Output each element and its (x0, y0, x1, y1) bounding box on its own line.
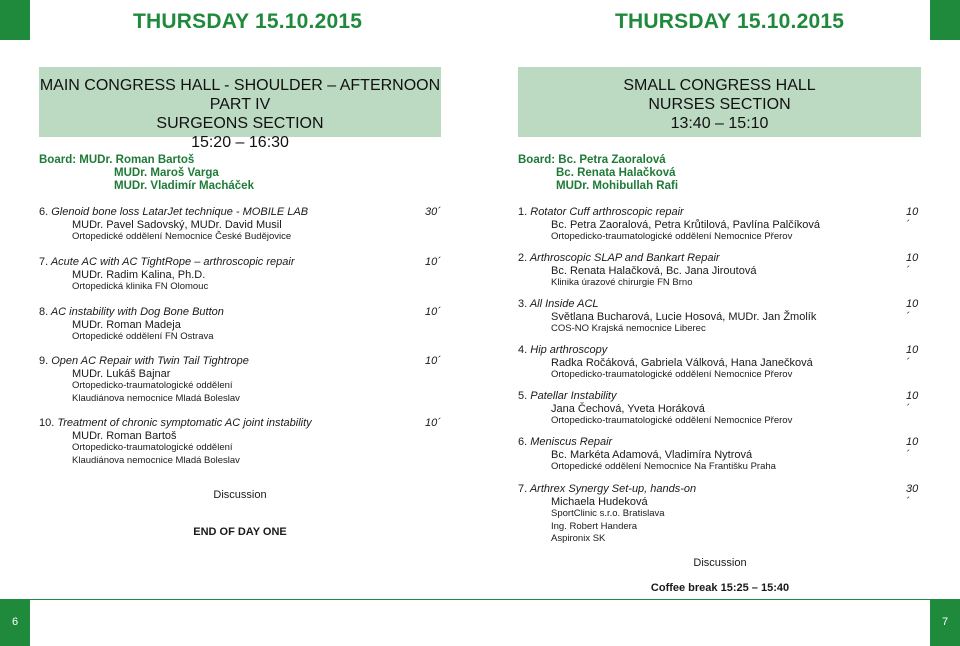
item-speakers: MUDr. Lukáš Bajnar (72, 367, 171, 380)
right-hall-line-2: NURSES SECTION (648, 96, 791, 113)
right-hall-line-1: SMALL CONGRESS HALL (623, 77, 816, 94)
item-affiliation: Ortopedická klinika FN Olomouc (72, 281, 209, 292)
item-speakers: Jana Čechová, Yveta Horáková (551, 402, 705, 415)
item-affiliation: Ortopedické oddělení Nemocnice České Budějovice (72, 231, 292, 242)
item-number: 2. (518, 252, 528, 264)
list-item (518, 344, 921, 390)
item-title: Hip arthroscopy (530, 344, 608, 356)
item-number: 6. (518, 436, 528, 448)
item-speakers: Bc. Markéta Adamová, Vladimíra Nytrová (551, 448, 753, 461)
item-speakers: MUDr. Roman Bartoš (72, 429, 177, 442)
right-board-label: Board: (518, 154, 556, 166)
item-affiliation: Ortopedicko-traumatologické oddělení (72, 442, 233, 453)
item-affiliation: Ortopedické oddělení FN Ostrava (72, 331, 214, 342)
item-affiliation: Aspironix SK (551, 533, 606, 544)
item-duration: 10´ (425, 417, 441, 429)
item-duration: 30´ (906, 483, 919, 508)
right-page-number: 7 (930, 599, 960, 646)
list-item (39, 206, 441, 256)
right-discussion: Discussion (693, 557, 747, 569)
item-duration: 10´ (906, 252, 919, 277)
list-item (39, 306, 441, 355)
item-speakers: MUDr. Roman Madeja (72, 318, 181, 331)
item-title: All Inside ACL (529, 298, 599, 310)
left-discussion: Discussion (213, 489, 267, 501)
item-speakers: Michaela Hudeková (551, 495, 648, 508)
left-program-list (39, 206, 441, 479)
item-title: Rotator Cuff arthroscopic repair (530, 206, 684, 218)
item-number: 10. (39, 417, 55, 429)
left-day-title: THURSDAY 15.10.2015 (133, 10, 363, 33)
item-affiliation: Ortopedicko-traumatologické oddělení Nemocnice Přerov (551, 415, 793, 426)
item-affiliation: Ortopedické oddělení Nemocnice Na Františku Praha (551, 461, 776, 472)
footer-divider (30, 599, 930, 600)
item-title: Meniscus Repair (530, 436, 613, 448)
item-title: Patellar Instability (530, 390, 617, 402)
left-board-member-2: MUDr. Maroš Varga (114, 167, 219, 179)
item-affiliation: Klaudiánova nemocnice Mladá Boleslav (72, 454, 240, 466)
item-number: 4. (518, 344, 528, 356)
item-duration: 10´ (425, 306, 441, 318)
item-number: 7. (518, 483, 528, 495)
item-title: Arthroscopic SLAP and Bankart Repair (529, 252, 720, 264)
item-title: Arthrex Synergy Set-up, hands-on (529, 483, 697, 495)
item-duration: 10´ (906, 298, 919, 323)
list-item (518, 483, 921, 545)
item-duration: 10´ (906, 206, 919, 231)
left-edge-bar (0, 0, 30, 40)
item-affiliation: COS-NO Krajská nemocnice Liberec (551, 323, 706, 334)
left-board-label: Board: (39, 154, 77, 166)
item-duration: 10´ (425, 355, 441, 367)
item-number: 9. (39, 355, 49, 367)
right-hall-box (518, 67, 921, 137)
list-item (518, 206, 921, 252)
right-board (518, 154, 678, 193)
list-item (518, 298, 921, 344)
item-title: AC instability with Dog Bone Button (50, 306, 224, 318)
item-number: 5. (518, 390, 528, 402)
item-affiliation: Ortopedicko-traumatologické oddělení Nemocnice Přerov (551, 369, 793, 380)
left-board-member-1: MUDr. Roman Bartoš (79, 154, 195, 166)
item-number: 3. (518, 298, 528, 310)
item-number: 6. (39, 206, 49, 218)
item-number: 1. (518, 206, 528, 218)
right-day-title: THURSDAY 15.10.2015 (615, 10, 845, 33)
right-end-note: Coffee break 15:25 – 15:40 (650, 582, 790, 594)
item-duration: 10´ (906, 390, 919, 415)
right-board-member-3: MUDr. Mohibullah Rafi (556, 180, 679, 192)
left-hall-line-3: 15:20 – 16:30 (191, 134, 289, 151)
item-affiliation: SportClinic s.r.o. Bratislava (551, 508, 665, 519)
left-board-member-3: MUDr. Vladimír Macháček (114, 180, 254, 192)
right-program-list (518, 206, 921, 545)
right-hall-line-3: 13:40 – 15:10 (670, 115, 769, 132)
item-speakers: Radka Ročáková, Gabriela Válková, Hana Janečková (551, 356, 813, 369)
list-item (39, 417, 441, 479)
list-item (518, 436, 921, 483)
item-duration: 30´ (425, 206, 441, 218)
item-speakers: Bc. Renata Halačková, Bc. Jana Jiroutová (551, 264, 757, 277)
left-page-number: 6 (0, 599, 30, 646)
left-hall-line-1: MAIN CONGRESS HALL - SHOULDER – AFTERNOON PART IV (39, 77, 441, 113)
left-board (39, 154, 254, 193)
item-affiliation: Ortopedicko-traumatologické oddělení Nemocnice Přerov (551, 231, 793, 242)
left-hall-box (39, 67, 441, 151)
item-number: 7. (39, 256, 49, 268)
item-title: Acute AC with AC TightRope – arthroscopic repair (50, 256, 295, 268)
item-speakers: MUDr. Radim Kalina, Ph.D. (72, 268, 206, 281)
list-item (518, 252, 921, 298)
list-item (518, 390, 921, 436)
item-title: Glenoid bone loss LatarJet technique - MOBILE LAB (51, 206, 309, 218)
item-duration: 10´ (906, 344, 919, 369)
item-title: Treatment of chronic symptomatic AC joint instability (57, 417, 312, 429)
left-hall-line-2: SURGEONS SECTION (156, 115, 324, 132)
item-affiliation: Klaudiánova nemocnice Mladá Boleslav (72, 392, 240, 404)
item-speakers: Bc. Petra Zaoralová, Petra Krůtilová, Pavlína Palčíková (551, 218, 821, 231)
item-duration: 10´ (906, 436, 919, 461)
item-title: Open AC Repair with Twin Tail Tightrope (51, 355, 249, 367)
item-affiliation: Klinika úrazové chirurgie FN Brno (551, 277, 693, 288)
list-item (39, 256, 441, 306)
right-board-member-1: Bc. Petra Zaoralová (558, 154, 666, 166)
item-speakers: Světlana Bucharová, Lucie Hosová, MUDr. Jan Žmolík (551, 310, 817, 323)
item-speakers: MUDr. Pavel Sadovský, MUDr. David Musil (72, 218, 282, 231)
list-item (39, 355, 441, 417)
right-edge-bar (930, 0, 960, 40)
left-end-note: END OF DAY ONE (193, 526, 287, 538)
item-affiliation: Ortopedicko-traumatologické oddělení (72, 380, 233, 391)
item-number: 8. (39, 306, 49, 318)
item-affiliation: Ing. Robert Handera (551, 520, 638, 532)
right-board-member-2: Bc. Renata Halačková (556, 167, 676, 179)
item-duration: 10´ (425, 256, 441, 268)
